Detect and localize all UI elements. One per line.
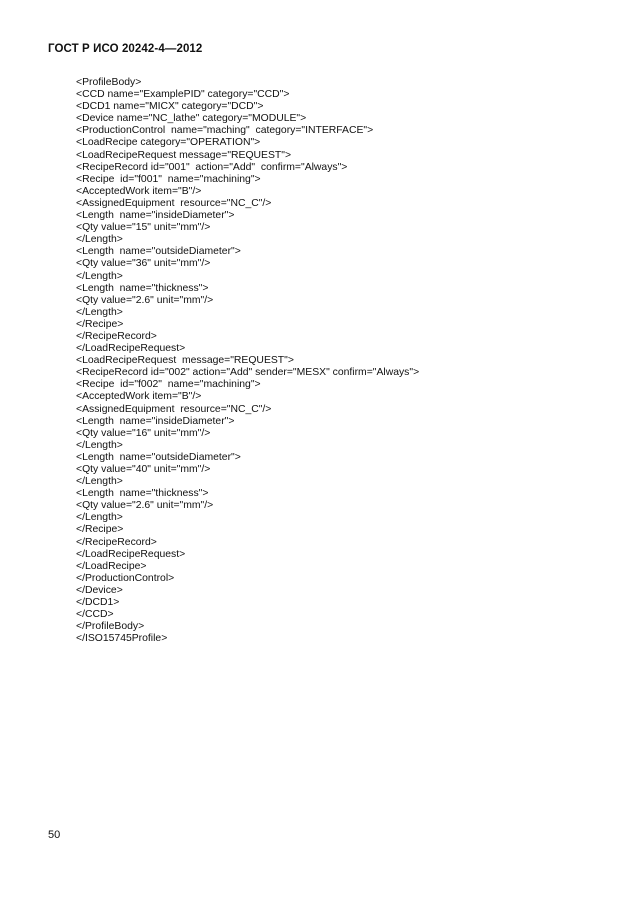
code-line: </Device> (76, 584, 123, 596)
code-line: </Length> (76, 270, 123, 282)
xml-code-listing (76, 77, 596, 645)
code-line: <Qty value="15" unit="mm"/> (76, 222, 211, 234)
code-line: <RecipeRecord id="002" action="Add" sender="MESX" confirm="Always"> (76, 367, 420, 379)
code-line: </ProductionControl> (76, 572, 175, 584)
code-line: </ISO15745Profile> (76, 633, 168, 645)
code-line: <DCD1 name="MICX" category="DCD"> (76, 101, 264, 113)
code-line: <AcceptedWork item="B"/> (76, 391, 202, 403)
code-line: <CCD name="ExamplePID" category="CCD"> (76, 89, 290, 101)
code-line: </Length> (76, 439, 123, 451)
code-line: </Length> (76, 512, 123, 524)
code-line: </LoadRecipeRequest> (76, 548, 186, 560)
code-line: <AcceptedWork item="B"/> (76, 185, 202, 197)
code-line: <Length name="thickness"> (76, 488, 209, 500)
code-line: <AssignedEquipment resource="NC_C"/> (76, 403, 272, 415)
code-line: <Length name="thickness"> (76, 282, 209, 294)
code-line: <ProductionControl name="maching" category="INTERFACE"> (76, 125, 374, 137)
code-line: <LoadRecipeRequest message="REQUEST"> (76, 149, 292, 161)
code-line: <Qty value="2.6" unit="mm"/> (76, 500, 214, 512)
code-line: </RecipeRecord> (76, 536, 157, 548)
document-header: ГОСТ Р ИСО 20242-4—2012 (48, 43, 203, 55)
code-line: </CCD> (76, 609, 114, 621)
code-line: </Length> (76, 306, 123, 318)
code-line: </LoadRecipeRequest> (76, 343, 186, 355)
page-number: 50 (48, 829, 61, 841)
code-line: </DCD1> (76, 597, 120, 609)
code-line: </ProfileBody> (76, 621, 145, 633)
code-line: <ProfileBody> (76, 77, 142, 88)
code-line: <Qty value="40" unit="mm"/> (76, 464, 211, 475)
code-line: <LoadRecipe category="OPERATION"> (76, 137, 261, 149)
code-line: <Recipe id="f001" name="machining"> (76, 173, 261, 185)
code-line: <Length name="outsideDiameter"> (76, 451, 241, 463)
code-line: </Length> (76, 234, 123, 246)
code-line: <Qty value="16" unit="mm"/> (76, 427, 211, 439)
code-line: <Qty value="36" unit="mm"/> (76, 258, 211, 270)
code-line: <LoadRecipeRequest message="REQUEST"> (76, 355, 294, 367)
code-line: <RecipeRecord id="001" action="Add" confirm="Always"> (76, 161, 348, 173)
code-line: </LoadRecipe> (76, 560, 147, 572)
code-line: <AssignedEquipment resource="NC_C"/> (76, 197, 272, 209)
code-line: <Recipe id="f002" name="machining"> (76, 379, 261, 391)
code-line: <Length name="insideDiameter"> (76, 210, 235, 222)
code-line: </Recipe> (76, 524, 124, 536)
code-line: <Length name="outsideDiameter"> (76, 246, 241, 258)
code-line: <Length name="insideDiameter"> (76, 415, 235, 427)
code-line: <Device name="NC_lathe" category="MODULE"> (76, 113, 307, 125)
code-line: </Recipe> (76, 318, 124, 330)
code-line: </Length> (76, 476, 123, 488)
code-line: <Qty value="2.6" unit="mm"/> (76, 294, 214, 306)
code-line: </RecipeRecord> (76, 330, 157, 342)
